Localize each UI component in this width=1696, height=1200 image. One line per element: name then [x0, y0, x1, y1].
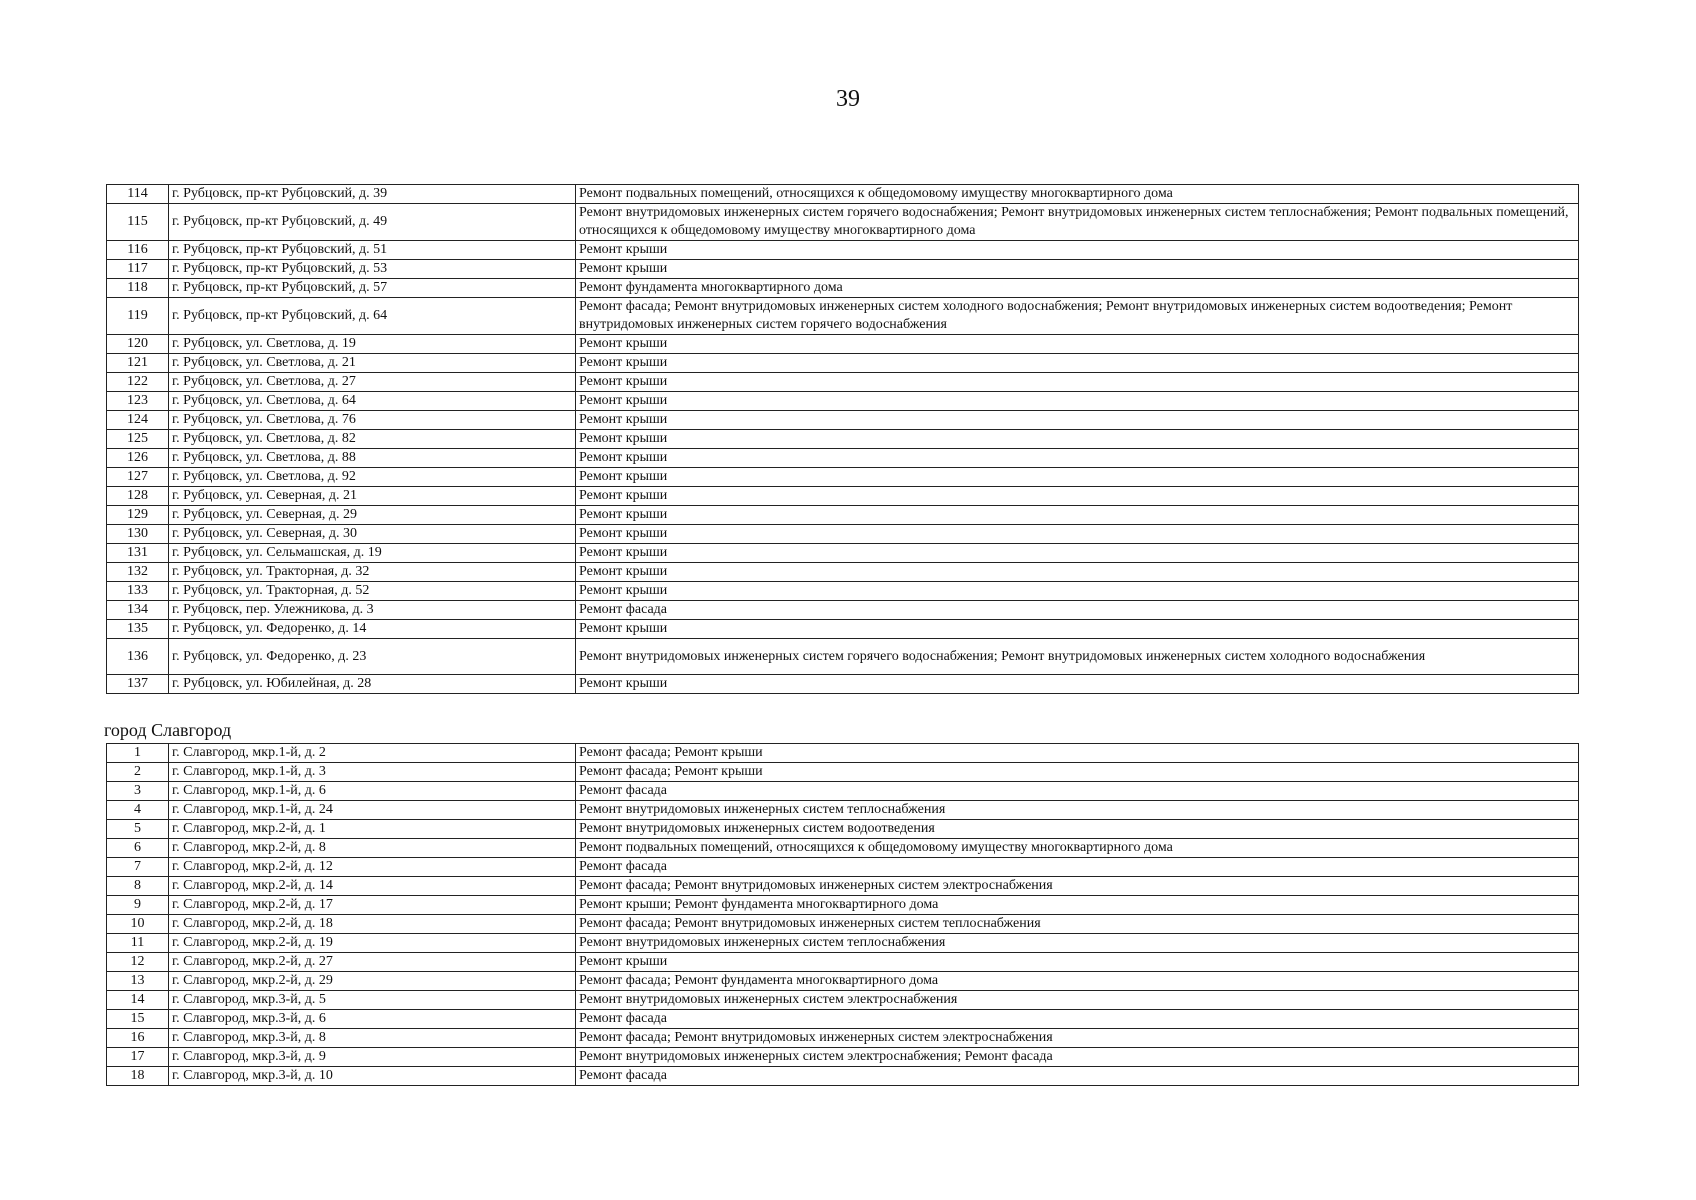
row-address: г. Рубцовск, ул. Светлова, д. 21 [169, 354, 576, 373]
row-number: 118 [107, 279, 169, 298]
table-row [107, 1010, 1579, 1029]
row-works: Ремонт внутридомовых инженерных систем электроснабжения; Ремонт фасада [576, 1048, 1579, 1067]
row-works: Ремонт крыши [576, 411, 1579, 430]
row-works: Ремонт внутридомовых инженерных систем электроснабжения [576, 991, 1579, 1010]
row-works: Ремонт фундамента многоквартирного дома [576, 279, 1579, 298]
table-row [107, 915, 1579, 934]
row-address: г. Рубцовск, ул. Тракторная, д. 32 [169, 563, 576, 582]
row-number: 4 [107, 801, 169, 820]
row-number: 128 [107, 487, 169, 506]
row-number: 15 [107, 1010, 169, 1029]
row-address: г. Рубцовск, пр-кт Рубцовский, д. 39 [169, 185, 576, 204]
row-works: Ремонт внутридомовых инженерных систем теплоснабжения [576, 801, 1579, 820]
row-address: г. Славгород, мкр.2-й, д. 8 [169, 839, 576, 858]
row-number: 126 [107, 449, 169, 468]
table-row [107, 430, 1579, 449]
row-address: г. Рубцовск, ул. Светлова, д. 27 [169, 373, 576, 392]
section-heading-slavgorod: город Славгород [104, 720, 232, 740]
table-row [107, 858, 1579, 877]
table-row [107, 744, 1579, 763]
table-row [107, 896, 1579, 915]
table-row [107, 953, 1579, 972]
row-number: 123 [107, 392, 169, 411]
row-address: г. Рубцовск, пр-кт Рубцовский, д. 51 [169, 241, 576, 260]
row-works: Ремонт подвальных помещений, относящихся к общедомовому имуществу многоквартирного дома [576, 185, 1579, 204]
row-works: Ремонт крыши [576, 563, 1579, 582]
row-address: г. Славгород, мкр.3-й, д. 5 [169, 991, 576, 1010]
row-address: г. Рубцовск, ул. Юбилейная, д. 28 [169, 675, 576, 694]
table-row [107, 877, 1579, 896]
row-number: 120 [107, 335, 169, 354]
table-row [107, 354, 1579, 373]
row-address: г. Славгород, мкр.1-й, д. 6 [169, 782, 576, 801]
table-row [107, 820, 1579, 839]
row-works: Ремонт крыши [576, 675, 1579, 694]
row-address: г. Рубцовск, ул. Северная, д. 21 [169, 487, 576, 506]
row-number: 114 [107, 185, 169, 204]
row-works: Ремонт фасада; Ремонт крыши [576, 763, 1579, 782]
row-address: г. Рубцовск, ул. Светлова, д. 19 [169, 335, 576, 354]
row-number: 10 [107, 915, 169, 934]
row-works: Ремонт крыши [576, 506, 1579, 525]
row-works: Ремонт фасада; Ремонт внутридомовых инженерных систем теплоснабжения [576, 915, 1579, 934]
row-address: г. Рубцовск, ул. Сельмашская, д. 19 [169, 544, 576, 563]
row-number: 7 [107, 858, 169, 877]
row-works: Ремонт фасада; Ремонт крыши [576, 744, 1579, 763]
row-address: г. Рубцовск, ул. Федоренко, д. 14 [169, 620, 576, 639]
table-row [107, 1067, 1579, 1086]
row-works: Ремонт внутридомовых инженерных систем теплоснабжения [576, 934, 1579, 953]
row-number: 116 [107, 241, 169, 260]
table-row [107, 241, 1579, 260]
row-number: 127 [107, 468, 169, 487]
row-address: г. Рубцовск, ул. Светлова, д. 64 [169, 392, 576, 411]
table-row [107, 449, 1579, 468]
row-address: г. Славгород, мкр.2-й, д. 29 [169, 972, 576, 991]
page-number: 39 [836, 86, 860, 112]
row-address: г. Славгород, мкр.2-й, д. 19 [169, 934, 576, 953]
table-row [107, 411, 1579, 430]
table-row [107, 639, 1579, 675]
row-address: г. Славгород, мкр.2-й, д. 1 [169, 820, 576, 839]
row-number: 8 [107, 877, 169, 896]
row-address: г. Славгород, мкр.3-й, д. 8 [169, 1029, 576, 1048]
row-address: г. Рубцовск, пр-кт Рубцовский, д. 57 [169, 279, 576, 298]
table-row [107, 782, 1579, 801]
row-works: Ремонт крыши [576, 373, 1579, 392]
row-number: 124 [107, 411, 169, 430]
row-address: г. Славгород, мкр.3-й, д. 6 [169, 1010, 576, 1029]
table-row [107, 934, 1579, 953]
table-row [107, 763, 1579, 782]
row-works: Ремонт крыши [576, 525, 1579, 544]
table-row [107, 544, 1579, 563]
row-works: Ремонт фасада; Ремонт фундамента многоквартирного дома [576, 972, 1579, 991]
row-number: 115 [107, 204, 169, 241]
table-row [107, 991, 1579, 1010]
row-address: г. Рубцовск, пр-кт Рубцовский, д. 49 [169, 204, 576, 241]
row-number: 137 [107, 675, 169, 694]
row-number: 16 [107, 1029, 169, 1048]
row-works: Ремонт крыши [576, 953, 1579, 972]
row-address: г. Славгород, мкр.1-й, д. 3 [169, 763, 576, 782]
row-address: г. Славгород, мкр.2-й, д. 27 [169, 953, 576, 972]
row-works: Ремонт крыши [576, 241, 1579, 260]
row-address: г. Славгород, мкр.2-й, д. 17 [169, 896, 576, 915]
row-works: Ремонт крыши [576, 354, 1579, 373]
row-number: 12 [107, 953, 169, 972]
row-address: г. Славгород, мкр.2-й, д. 18 [169, 915, 576, 934]
table-row [107, 506, 1579, 525]
row-address: г. Рубцовск, ул. Северная, д. 29 [169, 506, 576, 525]
row-number: 6 [107, 839, 169, 858]
row-number: 2 [107, 763, 169, 782]
table-row [107, 298, 1579, 335]
row-works: Ремонт подвальных помещений, относящихся к общедомовому имуществу многоквартирного дома [576, 839, 1579, 858]
row-works: Ремонт фасада [576, 858, 1579, 877]
row-address: г. Рубцовск, ул. Светлова, д. 88 [169, 449, 576, 468]
row-address: г. Рубцовск, пер. Улежникова, д. 3 [169, 601, 576, 620]
table-row [107, 392, 1579, 411]
row-address: г. Славгород, мкр.3-й, д. 9 [169, 1048, 576, 1067]
row-number: 133 [107, 582, 169, 601]
row-address: г. Рубцовск, ул. Федоренко, д. 23 [169, 639, 576, 675]
row-works: Ремонт крыши [576, 260, 1579, 279]
table-row [107, 279, 1579, 298]
row-number: 9 [107, 896, 169, 915]
row-number: 125 [107, 430, 169, 449]
row-number: 1 [107, 744, 169, 763]
row-works: Ремонт крыши [576, 430, 1579, 449]
row-address: г. Рубцовск, ул. Тракторная, д. 52 [169, 582, 576, 601]
table-row [107, 801, 1579, 820]
row-works: Ремонт внутридомовых инженерных систем водоотведения [576, 820, 1579, 839]
row-number: 132 [107, 563, 169, 582]
row-number: 18 [107, 1067, 169, 1086]
row-number: 136 [107, 639, 169, 675]
table-row [107, 839, 1579, 858]
row-works: Ремонт крыши [576, 544, 1579, 563]
row-works: Ремонт крыши [576, 449, 1579, 468]
row-address: г. Славгород, мкр.1-й, д. 24 [169, 801, 576, 820]
table-row [107, 487, 1579, 506]
row-number: 14 [107, 991, 169, 1010]
row-works: Ремонт крыши [576, 487, 1579, 506]
row-works: Ремонт крыши [576, 582, 1579, 601]
table-row [107, 525, 1579, 544]
row-number: 13 [107, 972, 169, 991]
row-address: г. Рубцовск, пр-кт Рубцовский, д. 53 [169, 260, 576, 279]
table-row [107, 468, 1579, 487]
table-row [107, 185, 1579, 204]
row-works: Ремонт внутридомовых инженерных систем горячего водоснабжения; Ремонт внутридомовых инженерных систем теплоснабжения; Ремонт подвальных помещений, относящихся к общедомовому имуществу многоквартирного дома [576, 204, 1579, 241]
row-works: Ремонт крыши [576, 468, 1579, 487]
row-number: 135 [107, 620, 169, 639]
table-row [107, 1048, 1579, 1067]
row-number: 117 [107, 260, 169, 279]
table-row [107, 563, 1579, 582]
table-row [107, 620, 1579, 639]
row-address: г. Рубцовск, ул. Северная, д. 30 [169, 525, 576, 544]
row-number: 17 [107, 1048, 169, 1067]
row-address: г. Рубцовск, ул. Светлова, д. 82 [169, 430, 576, 449]
table-row [107, 260, 1579, 279]
row-works: Ремонт фасада [576, 1067, 1579, 1086]
table-row [107, 1029, 1579, 1048]
table-row [107, 582, 1579, 601]
row-number: 119 [107, 298, 169, 335]
table-row [107, 675, 1579, 694]
table-row [107, 204, 1579, 241]
row-address: г. Славгород, мкр.2-й, д. 12 [169, 858, 576, 877]
row-number: 131 [107, 544, 169, 563]
row-works: Ремонт фасада [576, 1010, 1579, 1029]
rubtsovsk-table [106, 184, 1579, 694]
row-works: Ремонт крыши [576, 620, 1579, 639]
slavgorod-table [106, 743, 1579, 1086]
table-row [107, 601, 1579, 620]
table-row [107, 972, 1579, 991]
row-works: Ремонт внутридомовых инженерных систем горячего водоснабжения; Ремонт внутридомовых инженерных систем холодного водоснабжения [576, 639, 1579, 675]
row-address: г. Славгород, мкр.1-й, д. 2 [169, 744, 576, 763]
row-number: 134 [107, 601, 169, 620]
row-address: г. Славгород, мкр.2-й, д. 14 [169, 877, 576, 896]
row-works: Ремонт фасада [576, 782, 1579, 801]
row-number: 11 [107, 934, 169, 953]
row-address: г. Рубцовск, пр-кт Рубцовский, д. 64 [169, 298, 576, 335]
row-works: Ремонт крыши; Ремонт фундамента многоквартирного дома [576, 896, 1579, 915]
row-works: Ремонт фасада; Ремонт внутридомовых инженерных систем холодного водоснабжения; Ремонт внутридомовых инженерных систем водоотведения; Ремонт внутридомовых инженерных систем горячего водоснабжения [576, 298, 1579, 335]
row-number: 3 [107, 782, 169, 801]
row-works: Ремонт фасада; Ремонт внутридомовых инженерных систем электроснабжения [576, 1029, 1579, 1048]
row-address: г. Рубцовск, ул. Светлова, д. 92 [169, 468, 576, 487]
row-number: 121 [107, 354, 169, 373]
table-row [107, 373, 1579, 392]
row-number: 130 [107, 525, 169, 544]
row-address: г. Славгород, мкр.3-й, д. 10 [169, 1067, 576, 1086]
table-row [107, 335, 1579, 354]
row-works: Ремонт крыши [576, 335, 1579, 354]
row-works: Ремонт фасада [576, 601, 1579, 620]
row-works: Ремонт крыши [576, 392, 1579, 411]
row-address: г. Рубцовск, ул. Светлова, д. 76 [169, 411, 576, 430]
row-number: 129 [107, 506, 169, 525]
row-works: Ремонт фасада; Ремонт внутридомовых инженерных систем электроснабжения [576, 877, 1579, 896]
row-number: 122 [107, 373, 169, 392]
row-number: 5 [107, 820, 169, 839]
